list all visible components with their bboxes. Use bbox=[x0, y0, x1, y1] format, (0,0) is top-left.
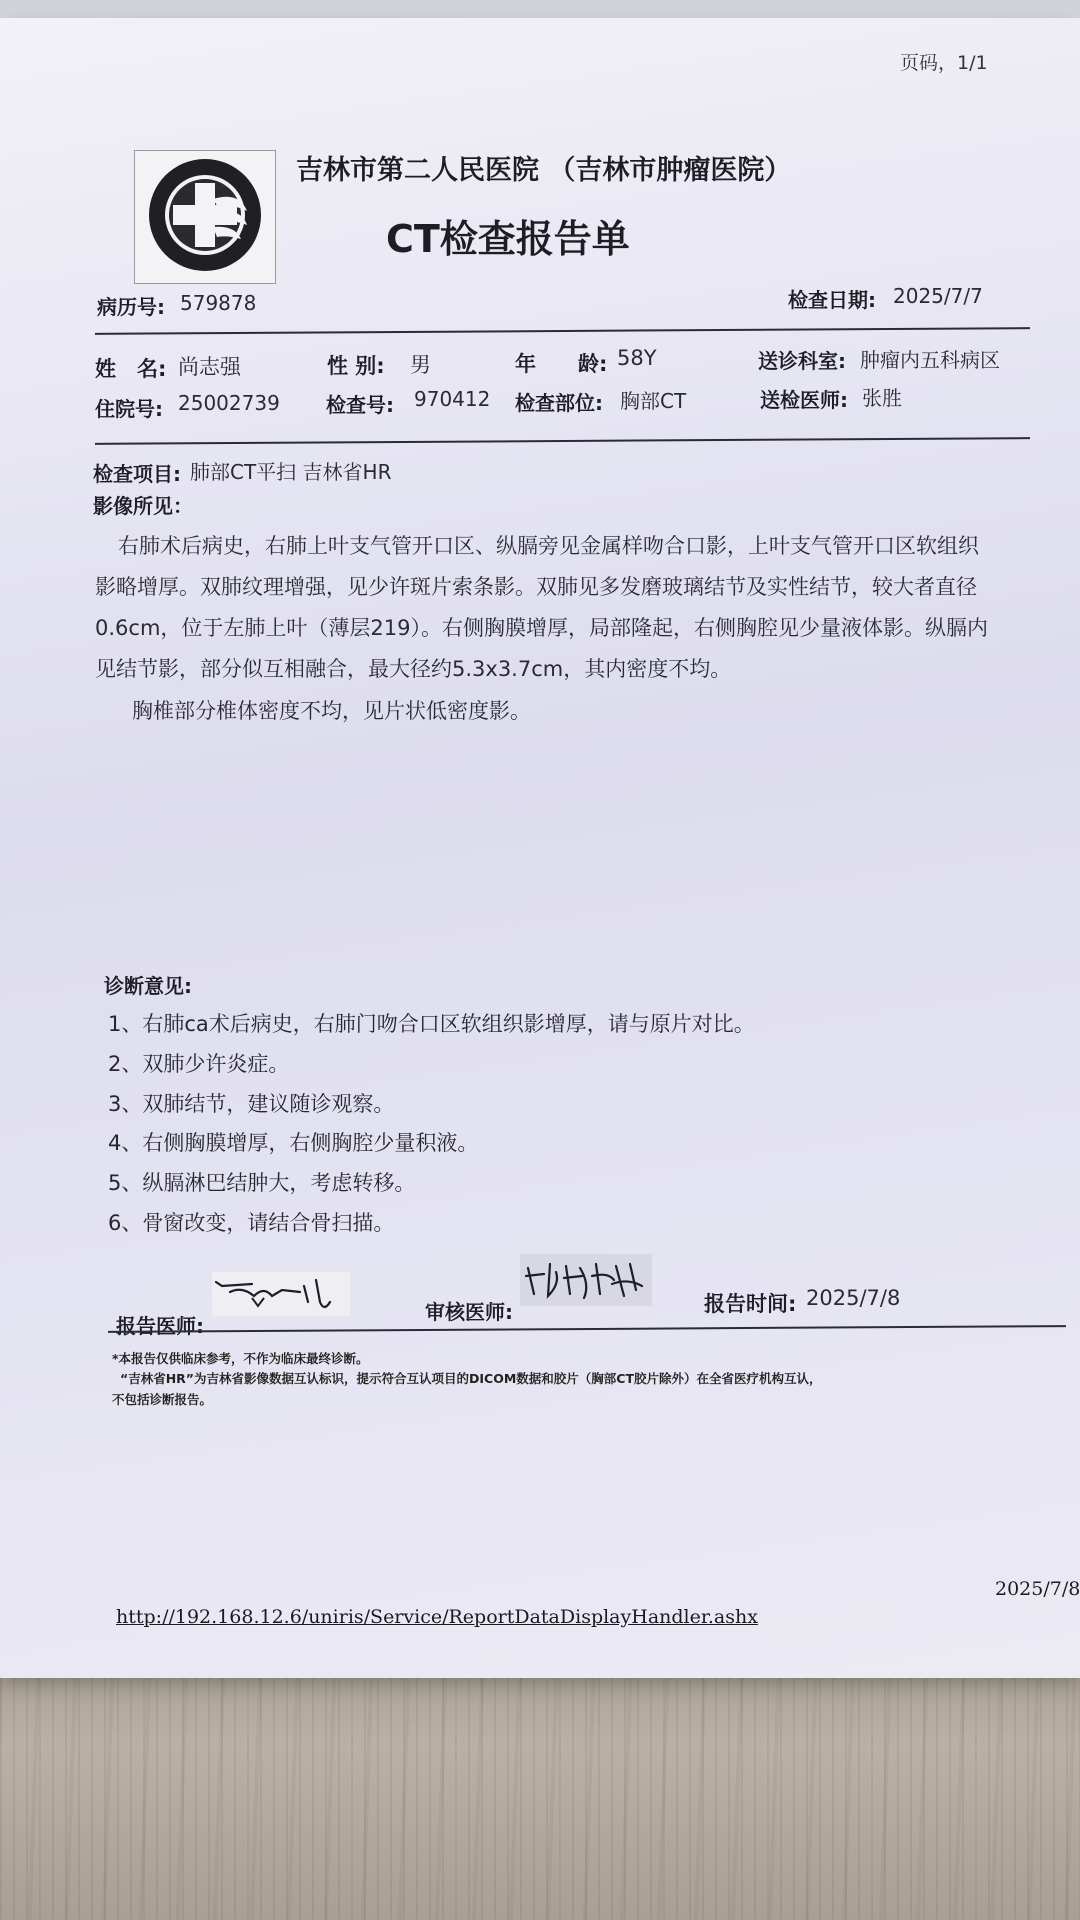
exam-item-label: 检查项目: bbox=[93, 462, 181, 486]
print-date: 2025/7/8 bbox=[995, 1578, 1080, 1600]
hospital-logo bbox=[134, 150, 276, 284]
exam-part-value: 胸部CT bbox=[620, 389, 687, 413]
wooden-table-surface bbox=[0, 1650, 1080, 1920]
disclaimer-line-3: 不包括诊断报告。 bbox=[112, 1392, 213, 1407]
findings-line-4: 见结节影，部分似互相融合，最大径约5.3x3.7cm，其内密度不均。 bbox=[95, 657, 732, 681]
record-no-label: 病历号: bbox=[97, 295, 165, 319]
report-doctor-label: 报告医师: bbox=[116, 1314, 204, 1338]
findings-line-3: 0.6cm，位于左肺上叶（薄层219）。右侧胸膜增厚，局部隆起，右侧胸腔见少量液体影。纵膈内 bbox=[95, 616, 988, 640]
sex-label: 性 别: bbox=[327, 354, 385, 378]
findings-label: 影像所见： bbox=[93, 494, 193, 518]
signoff-divider bbox=[108, 1325, 1066, 1333]
patient-name: 尚志强 bbox=[178, 355, 241, 379]
exam-no-value: 970412 bbox=[414, 387, 491, 411]
age-label: 年 龄: bbox=[515, 352, 608, 376]
diagnosis-item: 1、右肺ca术后病史，右肺门吻合口区软组织影增厚，请与原片对比。 bbox=[108, 1012, 755, 1036]
hospital-name: 吉林市第二人民医院 （吉林市肿瘤医院） bbox=[296, 155, 792, 186]
patient-sex: 男 bbox=[410, 353, 431, 377]
exam-item-value: 肺部CT平扫 吉林省HR bbox=[190, 460, 392, 484]
referring-doctor-label: 送检医师: bbox=[760, 388, 848, 412]
report-title: CT检查报告单 bbox=[386, 217, 630, 261]
diagnosis-item: 4、右侧胸膜增厚，右侧胸腔少量积液。 bbox=[108, 1131, 479, 1155]
report-doctor-signature bbox=[212, 1272, 350, 1316]
diagnosis-item: 6、骨窗改变，请结合骨扫描。 bbox=[108, 1211, 395, 1235]
review-doctor-label: 审核医师: bbox=[425, 1300, 513, 1324]
exam-no-label: 检查号: bbox=[326, 393, 394, 417]
report-time-value: 2025/7/8 bbox=[806, 1286, 901, 1310]
patient-age: 58Y bbox=[617, 346, 657, 370]
disclaimer-line-1: *本报告仅供临床参考，不作为临床最终诊断。 bbox=[112, 1351, 369, 1366]
page-number: 页码，1/1 bbox=[900, 52, 988, 74]
patient-divider bbox=[95, 437, 1030, 445]
exam-part-label: 检查部位: bbox=[515, 391, 603, 415]
header-divider bbox=[95, 327, 1030, 335]
exam-date-value: 2025/7/7 bbox=[893, 284, 983, 308]
inpatient-no-value: 25002739 bbox=[178, 391, 280, 415]
exam-date-label: 检查日期: bbox=[788, 288, 876, 312]
record-no-value: 579878 bbox=[180, 291, 257, 315]
dept-value: 肿瘤内五科病区 bbox=[860, 348, 1000, 372]
inpatient-no-label: 住院号: bbox=[95, 397, 163, 421]
referring-doctor-value: 张胜 bbox=[862, 386, 902, 410]
report-time-label: 报告时间: bbox=[704, 1292, 797, 1316]
findings-line-5: 胸椎部分椎体密度不均，见片状低密度影。 bbox=[132, 699, 531, 723]
name-label: 姓 名: bbox=[95, 357, 167, 381]
footer-url: http://192.168.12.6/uniris/Service/ReportDataDisplayHandler.ashx bbox=[116, 1606, 758, 1628]
diagnosis-item: 2、双肺少许炎症。 bbox=[108, 1052, 290, 1076]
disclaimer-line-2: “吉林省HR”为吉林省影像数据互认标识，提示符合互认项目的DICOM数据和胶片（胸部CT胶片除外）在全省医疗机构互认， bbox=[120, 1371, 822, 1386]
report-paper bbox=[0, 18, 1080, 1678]
dept-label: 送诊科室: bbox=[758, 349, 846, 373]
diagnosis-label: 诊断意见: bbox=[104, 974, 192, 998]
findings-line-1: 右肺术后病史，右肺上叶支气管开口区、纵膈旁见金属样吻合口影，上叶支气管开口区软组织 bbox=[118, 534, 979, 558]
review-doctor-signature bbox=[520, 1254, 652, 1306]
diagnosis-item: 5、纵膈淋巴结肿大，考虑转移。 bbox=[108, 1171, 416, 1195]
findings-line-2: 影略增厚。双肺纹理增强，见少许斑片索条影。双肺见多发磨玻璃结节及实性结节，较大者直径 bbox=[95, 575, 977, 599]
diagnosis-item: 3、双肺结节，建议随诊观察。 bbox=[108, 1092, 395, 1116]
